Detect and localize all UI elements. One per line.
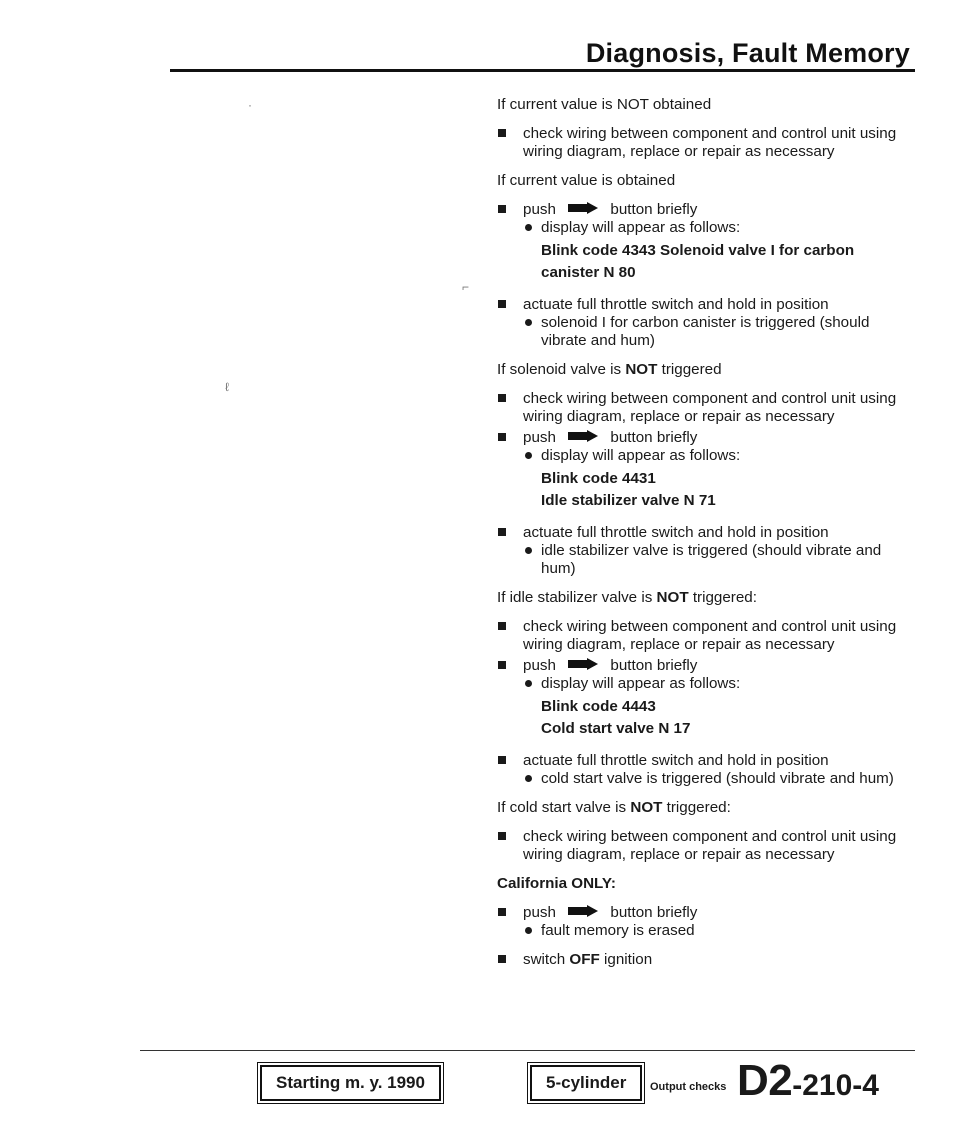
square-bullet-icon: [498, 955, 506, 963]
square-bullet-icon: [498, 832, 506, 840]
square-bullet-icon: [498, 908, 506, 916]
section-heading: California ONLY:: [497, 875, 616, 892]
list-item: push button briefly display will appear as follows:: [497, 429, 897, 465]
sub-item: solenoid I for carbon canister is triggered (should vibrate and hum): [523, 314, 897, 350]
scan-mark: ·: [248, 98, 252, 112]
round-bullet-icon: [525, 927, 532, 934]
list-item: push button briefly display will appear as follows:: [497, 201, 897, 237]
list-item: actuate full throttle switch and hold in position cold start valve is triggered (should vibrate and hum): [497, 752, 897, 788]
square-bullet-icon: [498, 300, 506, 308]
round-bullet-icon: [525, 680, 532, 687]
square-bullet-icon: [498, 433, 506, 441]
blink-code-block: Blink code 4431 Idle stabilizer valve N 71: [541, 470, 716, 509]
arrow-button-icon: [568, 658, 598, 670]
sub-item: cold start valve is triggered (should vibrate and hum): [523, 770, 897, 788]
sub-item: idle stabilizer valve is triggered (should vibrate and hum): [523, 542, 897, 578]
square-bullet-icon: [498, 622, 506, 630]
section-label: Output checks: [650, 1081, 727, 1093]
list-item: push button briefly display will appear as follows:: [497, 657, 897, 693]
round-bullet-icon: [525, 452, 532, 459]
scan-mark: ⌐: [462, 280, 470, 294]
list-item: check wiring between component and control unit using wiring diagram, replace or repair as necessary: [497, 390, 897, 426]
arrow-button-icon: [568, 202, 598, 214]
page-title: Diagnosis, Fault Memory: [585, 38, 910, 68]
header-divider: [170, 69, 915, 72]
round-bullet-icon: [525, 775, 532, 782]
arrow-button-icon: [568, 905, 598, 917]
list-item: check wiring between component and control unit using wiring diagram, replace or repair as necessary: [497, 125, 897, 161]
condition-text: If cold start valve is NOT triggered:: [497, 799, 731, 816]
list-item: check wiring between component and control unit using wiring diagram, replace or repair as necessary: [497, 828, 897, 864]
condition-text: If idle stabilizer valve is NOT triggered:: [497, 589, 757, 606]
scan-mark: ℓ: [225, 380, 229, 394]
list-item: switch OFF ignition: [497, 951, 897, 969]
condition-text: If current value is obtained: [497, 172, 676, 189]
condition-text: If solenoid valve is NOT triggered: [497, 361, 722, 378]
square-bullet-icon: [498, 661, 506, 669]
page-number: D2-210-4: [737, 1056, 879, 1105]
square-bullet-icon: [498, 129, 506, 137]
sub-item: fault memory is erased: [523, 922, 897, 940]
condition-text: If current value is NOT obtained: [497, 96, 712, 113]
round-bullet-icon: [525, 224, 532, 231]
square-bullet-icon: [498, 205, 506, 213]
sub-item: display will appear as follows:: [523, 219, 897, 237]
model-year-box: Starting m. y. 1990: [260, 1065, 441, 1101]
procedure-content: [497, 96, 897, 972]
sub-item: display will appear as follows:: [523, 675, 897, 693]
blink-code-block: Blink code 4443 Cold start valve N 17: [541, 698, 691, 737]
list-item: actuate full throttle switch and hold in position solenoid I for carbon canister is triggered (should vibrate and hum): [497, 296, 897, 350]
list-item: actuate full throttle switch and hold in position idle stabilizer valve is triggered (should vibrate and hum): [497, 524, 897, 578]
square-bullet-icon: [498, 528, 506, 536]
square-bullet-icon: [498, 756, 506, 764]
round-bullet-icon: [525, 547, 532, 554]
arrow-button-icon: [568, 430, 598, 442]
sub-item: display will appear as follows:: [523, 447, 897, 465]
square-bullet-icon: [498, 394, 506, 402]
blink-code-block: Blink code 4343 Solenoid valve I for carbon canister N 80: [541, 242, 855, 281]
list-item: push button briefly fault memory is erased: [497, 904, 897, 940]
list-item: check wiring between component and control unit using wiring diagram, replace or repair as necessary: [497, 618, 897, 654]
engine-type-box: 5-cylinder: [530, 1065, 642, 1101]
round-bullet-icon: [525, 319, 532, 326]
